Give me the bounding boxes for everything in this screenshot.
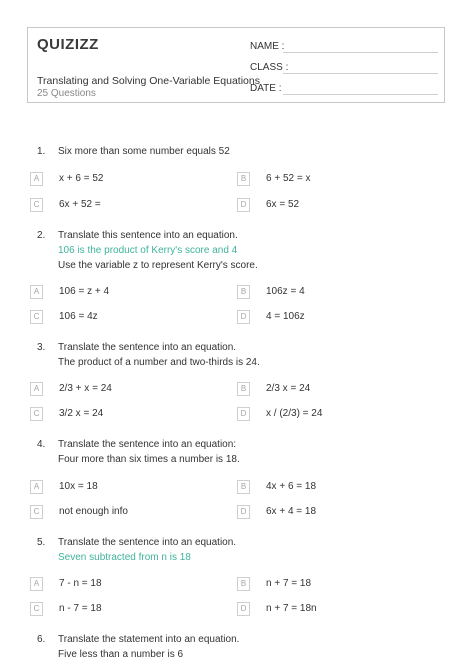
option-letter-badge: D (237, 198, 250, 212)
question-line: Translate the sentence into an equation. (58, 537, 237, 548)
option-text: 10x = 18 (59, 481, 98, 492)
option-letter-badge: A (30, 577, 43, 591)
option-letter-badge: C (30, 407, 43, 421)
option-letter-badge: B (237, 577, 250, 591)
option-text: 7 - n = 18 (59, 578, 102, 589)
question-line: Translate the sentence into an equation. (58, 342, 237, 353)
question-text (58, 144, 418, 159)
option-letter-badge: D (237, 505, 250, 519)
class-line (283, 73, 438, 74)
option-letter-badge: C (30, 310, 43, 324)
question-line: Translate the sentence into an equation: (58, 439, 237, 450)
question-text (58, 437, 418, 467)
question-text (58, 632, 418, 662)
name-line (283, 52, 438, 53)
option-text: 2/3 + x = 24 (59, 383, 112, 394)
question-text (58, 228, 418, 273)
option-text: 106z = 4 (266, 286, 305, 297)
option-letter-badge: B (237, 382, 250, 396)
question-number: 6. (37, 634, 46, 645)
question-line: Six more than some number equals 52 (58, 146, 230, 157)
option-text: 6 + 52 = x (266, 173, 311, 184)
option-text: 4x + 6 = 18 (266, 481, 317, 492)
option-text: x / (2/3) = 24 (266, 408, 323, 419)
option-text: 6x = 52 (266, 199, 300, 210)
question-number: 5. (37, 537, 46, 548)
class-label: CLASS : (250, 62, 289, 73)
question-number: 1. (37, 146, 46, 157)
option-letter-badge: B (237, 285, 250, 299)
question-number: 3. (37, 342, 46, 353)
option-letter-badge: A (30, 285, 43, 299)
question-text (58, 340, 418, 370)
date-line (283, 94, 438, 95)
question-line: Translate this sentence into an equation. (58, 230, 238, 241)
option-letter-badge: D (237, 407, 250, 421)
option-text: 6x + 4 = 18 (266, 506, 317, 517)
option-text: 3/2 x = 24 (59, 408, 104, 419)
question-line: Translate the statement into an equation. (58, 634, 240, 645)
option-letter-badge: C (30, 198, 43, 212)
option-letter-badge: C (30, 505, 43, 519)
option-letter-badge: A (30, 172, 43, 186)
option-letter-badge: D (237, 602, 250, 616)
option-text: 4 = 106z (266, 311, 305, 322)
question-line: The product of a number and two-thirds is 24. (58, 357, 260, 368)
option-letter-badge: D (237, 310, 250, 324)
option-text: x + 6 = 52 (59, 173, 104, 184)
option-text: 106 = z + 4 (59, 286, 110, 297)
option-letter-badge: A (30, 382, 43, 396)
question-line: Five less than a number is 6 (58, 649, 184, 660)
worksheet-title: Translating and Solving One-Variable Equations (37, 75, 260, 87)
option-letter-badge: A (30, 480, 43, 494)
option-letter-badge: C (30, 602, 43, 616)
option-text: 106 = 4z (59, 311, 98, 322)
option-text: n + 7 = 18n (266, 603, 317, 614)
option-letter-badge: B (237, 480, 250, 494)
option-text: 2/3 x = 24 (266, 383, 311, 394)
question-highlight-line: Seven subtracted from n is 18 (58, 552, 191, 563)
question-line: Four more than six times a number is 18. (58, 454, 240, 465)
question-count: 25 Questions (37, 88, 96, 99)
quizizz-logo: QUIZIZZ (37, 36, 99, 53)
option-text: not enough info (59, 506, 128, 517)
question-line: Use the variable z to represent Kerry's score. (58, 260, 258, 271)
option-letter-badge: B (237, 172, 250, 186)
question-number: 4. (37, 439, 46, 450)
question-text (58, 535, 418, 565)
name-label: NAME : (250, 41, 285, 52)
worksheet-header (27, 27, 445, 103)
option-text: 6x + 52 = (59, 199, 101, 210)
option-text: n + 7 = 18 (266, 578, 312, 589)
question-number: 2. (37, 230, 46, 241)
date-label: DATE : (250, 83, 282, 94)
question-highlight-line: 106 is the product of Kerry's score and 4 (58, 245, 238, 256)
option-text: n - 7 = 18 (59, 603, 102, 614)
